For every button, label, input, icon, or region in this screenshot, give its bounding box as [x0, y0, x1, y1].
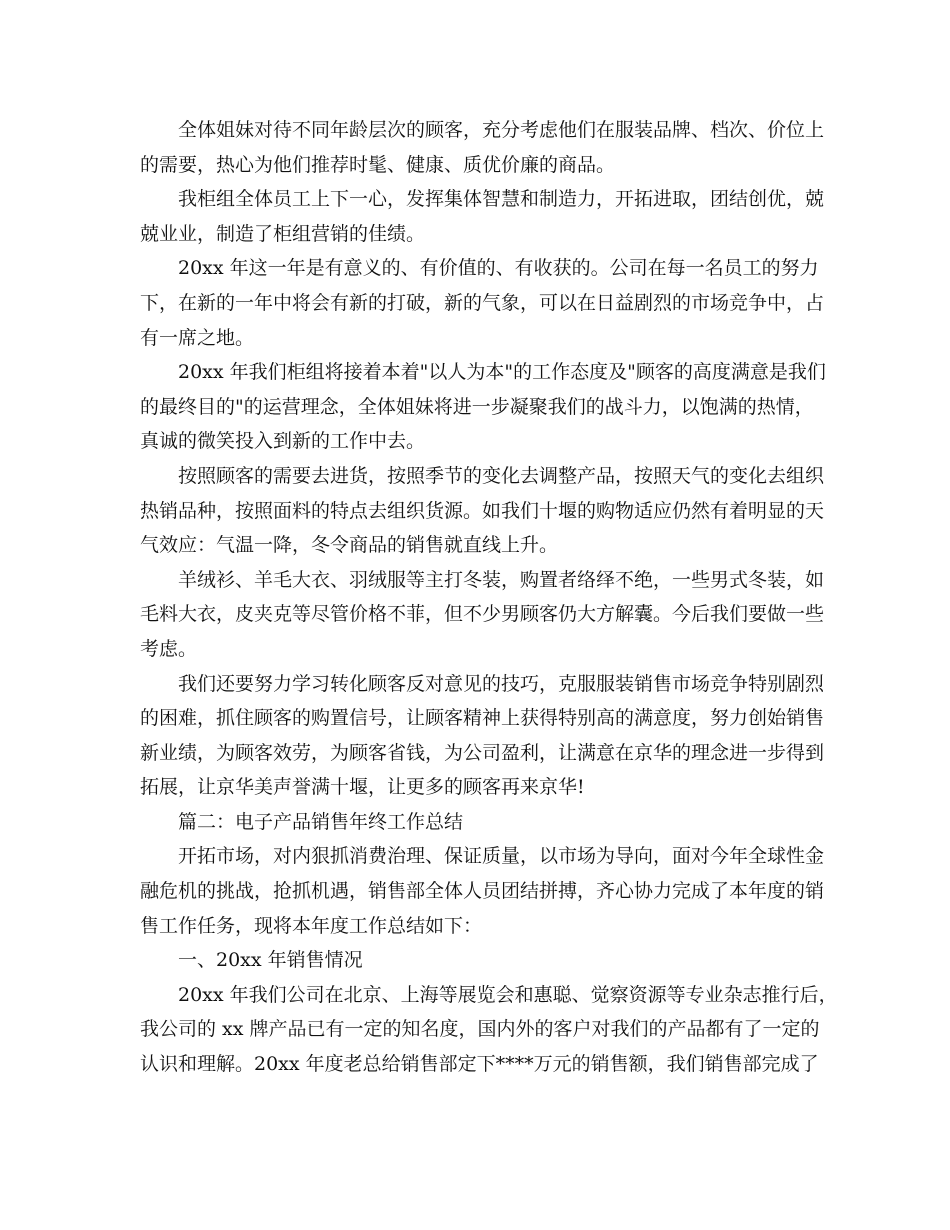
paragraph-4 — [140, 355, 826, 459]
text-line: 20xx 年这一年是有意义的、有价值的、有收获的。公司在每一名员工的努力 — [178, 257, 819, 280]
text-line: 有一席之地。 — [140, 326, 255, 349]
paragraph-9 — [140, 978, 838, 1082]
text-line: 20xx 年我们公司在北京、上海等展览会和惠聪、觉察资源等专业杂志推行后， — [178, 983, 838, 1006]
paragraph-7 — [140, 667, 825, 805]
heading-line: 一、20xx 年销售情况 — [178, 949, 363, 972]
section-heading-2 — [140, 805, 818, 840]
paragraph-3 — [140, 251, 825, 355]
paragraph-2 — [140, 182, 825, 251]
text-line: 羊绒衫、羊毛大衣、羽绒服等主打冬装，购置者络绎不绝，一些男式冬装，如 — [178, 568, 825, 591]
text-line: 20xx 年我们柜组将接着本着"以人为本"的工作态度及"顾客的高度满意是我们 — [178, 361, 826, 384]
text-line: 拓展，让京华美声誉满十堰，让更多的顾客再来京华! — [140, 776, 585, 799]
text-line: 的困难，抓住顾客的购置信号，让顾客精神上获得特别高的满意度，努力创始销售 — [140, 707, 825, 730]
text-line: 售工作任务，现将本年度工作总结如下： — [140, 914, 483, 937]
subsection-heading-1 — [140, 943, 818, 978]
text-line: 兢业业，制造了柜组营销的佳绩。 — [140, 222, 426, 245]
text-line: 考虑。 — [140, 637, 198, 660]
text-line: 新业绩，为顾客效劳，为顾客省钱，为公司盈利，让满意在京华的理念进一步得到 — [140, 741, 825, 764]
text-line: 我柜组全体员工上下一心，发挥集体智慧和制造力，开拓进取，团结创优，兢 — [178, 188, 825, 211]
text-line: 融危机的挑战，抢抓机遇，销售部全体人员团结拼搏，齐心协力完成了本年度的销 — [140, 880, 825, 903]
text-line: 我公司的 xx 牌产品已有一定的知名度，国内外的客户对我们的产品都有了一定的 — [140, 1018, 820, 1041]
text-line: 热销品种，按照面料的特点去组织货源。如我们十堰的购物适应仍然有着明显的天 — [140, 499, 825, 522]
paragraph-5 — [140, 459, 825, 563]
text-line: 我们还要努力学习转化顾客反对意见的技巧，克服服装销售市场竞争特别剧烈 — [178, 672, 825, 695]
text-line: 开拓市场，对内狠抓消费治理、保证质量，以市场为导向，面对今年全球性金 — [178, 845, 825, 868]
text-line: 的需要，热心为他们推荐时髦、健康、质优价廉的商品。 — [140, 153, 616, 176]
text-line: 的最终目的"的运营理念，全体姐妹将进一步凝聚我们的战斗力，以饱满的热情， — [140, 395, 814, 418]
paragraph-8 — [140, 839, 825, 943]
paragraph-6 — [140, 563, 825, 667]
text-line: 全体姐妹对待不同年龄层次的顾客，充分考虑他们在服装品牌、档次、价位上 — [178, 119, 825, 141]
text-line: 毛料大衣，皮夹克等尽管价格不菲，但不少男顾客仍大方解囊。今后我们要做一些 — [140, 603, 825, 626]
document-body — [140, 113, 838, 1082]
paragraph-1 — [140, 113, 825, 182]
text-line: 按照顾客的需要去进货，按照季节的变化去调整产品，按照天气的变化去组织 — [178, 464, 825, 487]
text-line: 气效应：气温一降，冬令商品的销售就直线上升。 — [140, 534, 559, 557]
text-line: 真诚的微笑投入到新的工作中去。 — [140, 430, 426, 453]
heading-line: 篇二：电子产品销售年终工作总结 — [178, 810, 464, 833]
text-line: 下，在新的一年中将会有新的打破，新的气象，可以在日益剧烈的市场竞争中，占 — [140, 291, 825, 314]
text-line: 认识和理解。20xx 年度老总给销售部定下****万元的销售额，我们销售部完成了 — [140, 1053, 819, 1076]
